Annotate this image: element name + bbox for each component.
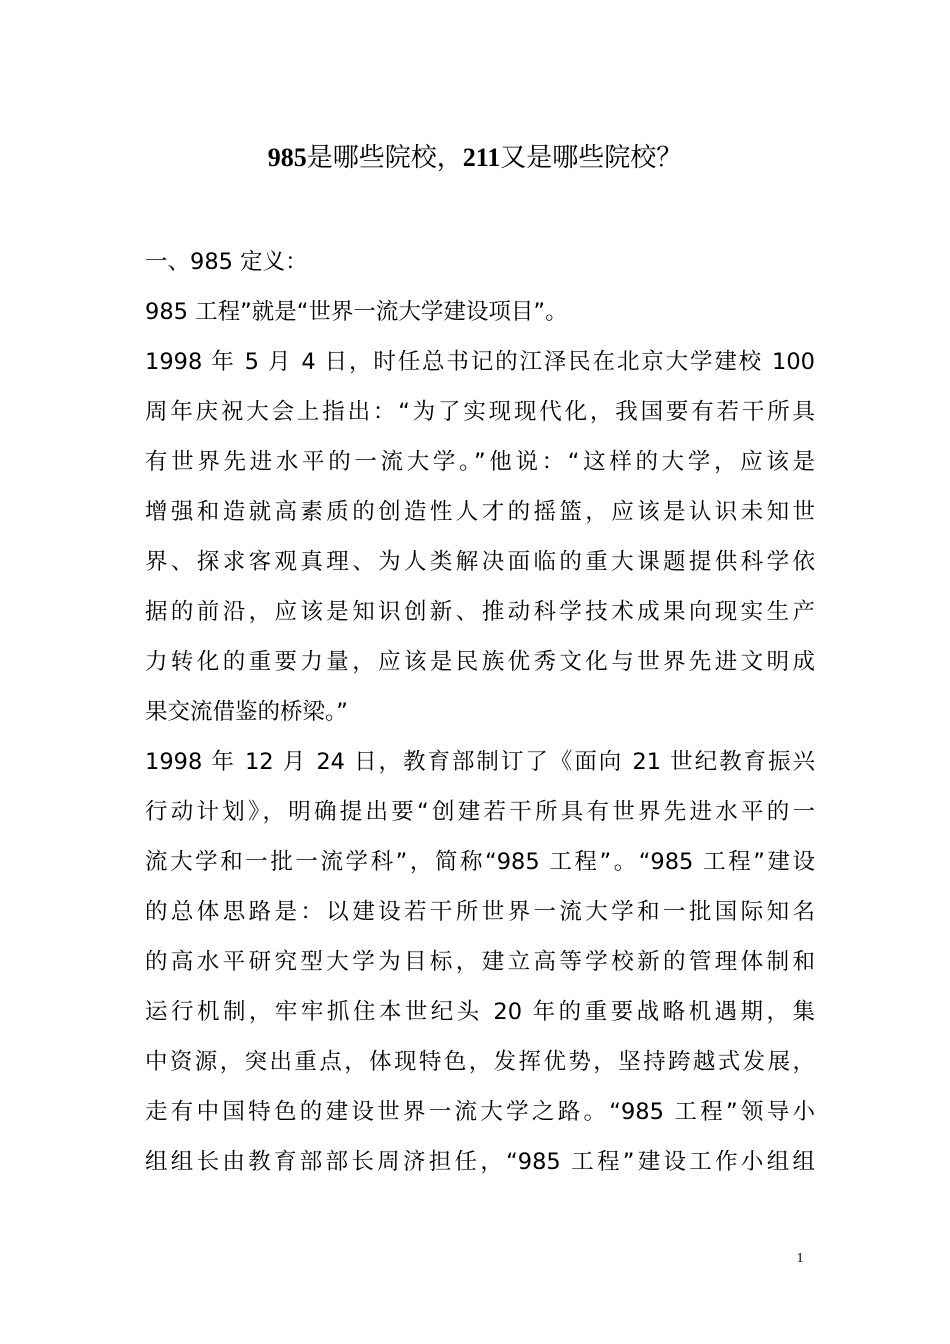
body-text (145, 237, 815, 1187)
text-line: 985 工程”就是“世界一流大学建设项目”。 (145, 299, 568, 325)
text-line: 的总体思路是：以建设若干所世界一流大学和一批国际知名 (145, 899, 815, 925)
text-line: 运行机制，牢牢抓住本世纪头 20 年的重要战略机遇期，集 (145, 999, 815, 1025)
text-line: 界、探求客观真理、为人类解决面临的重大课题提供科学依 (145, 549, 815, 575)
text-line: 1998 年 5 月 4 日，时任总书记的江泽民在北京大学建校 100 (145, 349, 815, 375)
text-line: 增强和造就高素质的创造性人才的摇篮，应该是认识未知世 (145, 499, 815, 525)
text-line: 有世界先进水平的一流大学。”他说：“这样的大学，应该是 (145, 449, 815, 475)
text-line: 果交流借鉴的桥梁。” (145, 699, 348, 725)
text-line: 组组长由教育部部长周济担任，“985 工程”建设工作小组组 (145, 1149, 815, 1175)
text-line: 周年庆祝大会上指出：“为了实现现代化，我国要有若干所具 (145, 399, 815, 425)
text-line: 走有中国特色的建设世界一流大学之路。“985 工程”领导小 (145, 1099, 815, 1125)
section-heading: 一、985 定义： (145, 249, 308, 275)
page-number: 1 (796, 1251, 804, 1266)
title-number-211: 211 (462, 143, 501, 172)
title-text-1: 是哪些院校， (306, 143, 463, 173)
page-title (0, 138, 950, 178)
text-line: 中资源，突出重点，体现特色，发挥优势，坚持跨越式发展， (145, 1049, 815, 1075)
text-line: 力转化的重要力量，应该是民族优秀文化与世界先进文明成 (145, 649, 815, 675)
text-line: 1998 年 12 月 24 日，教育部制订了《面向 21 世纪教育振兴 (145, 749, 815, 775)
text-line: 流大学和一批一流学科”，简称“985 工程”。“985 工程”建设 (145, 849, 815, 875)
title-number-985: 985 (267, 143, 307, 172)
title-text-2: 又是哪些院校？ (500, 143, 683, 173)
text-line: 据的前沿，应该是知识创新、推动科学技术成果向现实生产 (145, 599, 815, 625)
text-line: 行动计划》，明确提出要“创建若干所具有世界先进水平的一 (145, 799, 815, 825)
text-line: 的高水平研究型大学为目标，建立高等学校新的管理体制和 (145, 949, 815, 975)
